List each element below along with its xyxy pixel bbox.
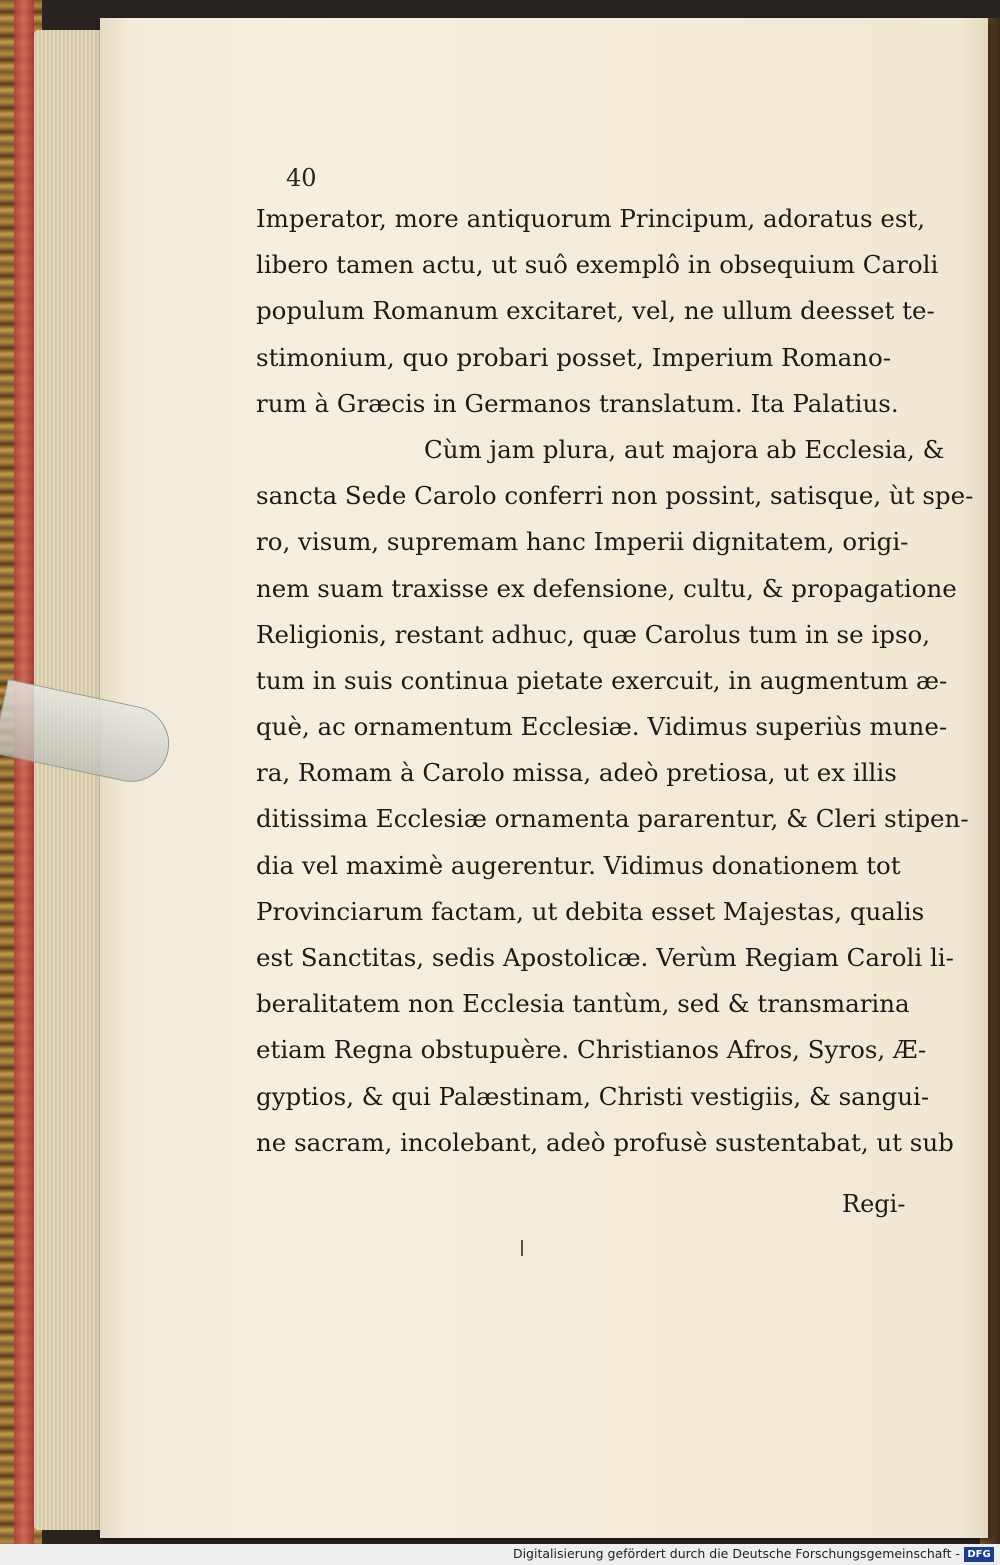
text-line: stimonium, quo probari posset, Imperium Romano- [256, 342, 891, 372]
page-number: 40 [286, 164, 317, 192]
text-line: rum à Græcis in Germanos translatum. Ita Palatius. [256, 388, 899, 418]
text-line: etiam Regna obstupuère. Christianos Afros, Syros, Æ- [256, 1035, 927, 1065]
footer-credit: Digitalisierung gefördert durch die Deutsche Forschungsgemeinschaft - [512, 1546, 960, 1561]
text-line: populum Romanum excitaret, vel, ne ullum deesset te- [256, 296, 935, 326]
text-line: libero tamen actu, ut suô exemplô in obsequium Caroli [256, 250, 939, 280]
page-edges [34, 30, 104, 1530]
text-line: est Sanctitas, sedis Apostolicæ. Verùm Regiam Caroli li- [256, 943, 954, 972]
catchword: Regi- [842, 1190, 906, 1218]
binding-spine-red [14, 0, 34, 1565]
text-line: beralitatem non Ecclesia tantùm, sed & transmarina [256, 989, 910, 1019]
text-line: ditissima Ecclesiæ ornamenta pararentur, & Cleri stipen- [256, 804, 969, 834]
text-line: Provinciarum factam, ut debita esset Majestas, qualis [256, 896, 925, 926]
text-line: Imperator, more antiquorum Principum, adoratus est, [256, 204, 926, 233]
text-line: tum in suis continua pietate exercuit, in augmentum æ- [256, 665, 948, 695]
text-line: dia vel maximè augerentur. Vidimus donationem tot [256, 850, 901, 880]
text-line: ra, Romam à Carolo missa, adeò pretiosa, ut ex illis [256, 758, 897, 788]
text-line: sancta Sede Carolo conferri non possint, satisque, ùt spe- [256, 481, 974, 511]
text-line: ro, visum, supremam hanc Imperii dignitatem, origi- [256, 527, 909, 557]
text-line: què, ac ornamentum Ecclesiæ. Vidimus superiùs mune- [256, 712, 948, 742]
ink-mark [521, 1240, 523, 1256]
text-line: gyptios, & qui Palæstinam, Christi vestigiis, & sangui- [256, 1081, 930, 1111]
dfg-logo-icon: DFG [964, 1547, 994, 1562]
text-line: ne sacram, incolebant, adeò profusè sustentabat, ut sub [256, 1127, 954, 1157]
text-line-paragraph-start: Cùm jam plura, aut majora ab Ecclesia, & [424, 434, 945, 464]
text-line: nem suam traxisse ex defensione, cultu, & propagatione [256, 573, 957, 603]
digitization-footer [0, 1544, 1000, 1565]
text-line: Religionis, restant adhuc, quæ Carolus tum in se ipso, [256, 619, 931, 649]
body-text [256, 196, 974, 1166]
